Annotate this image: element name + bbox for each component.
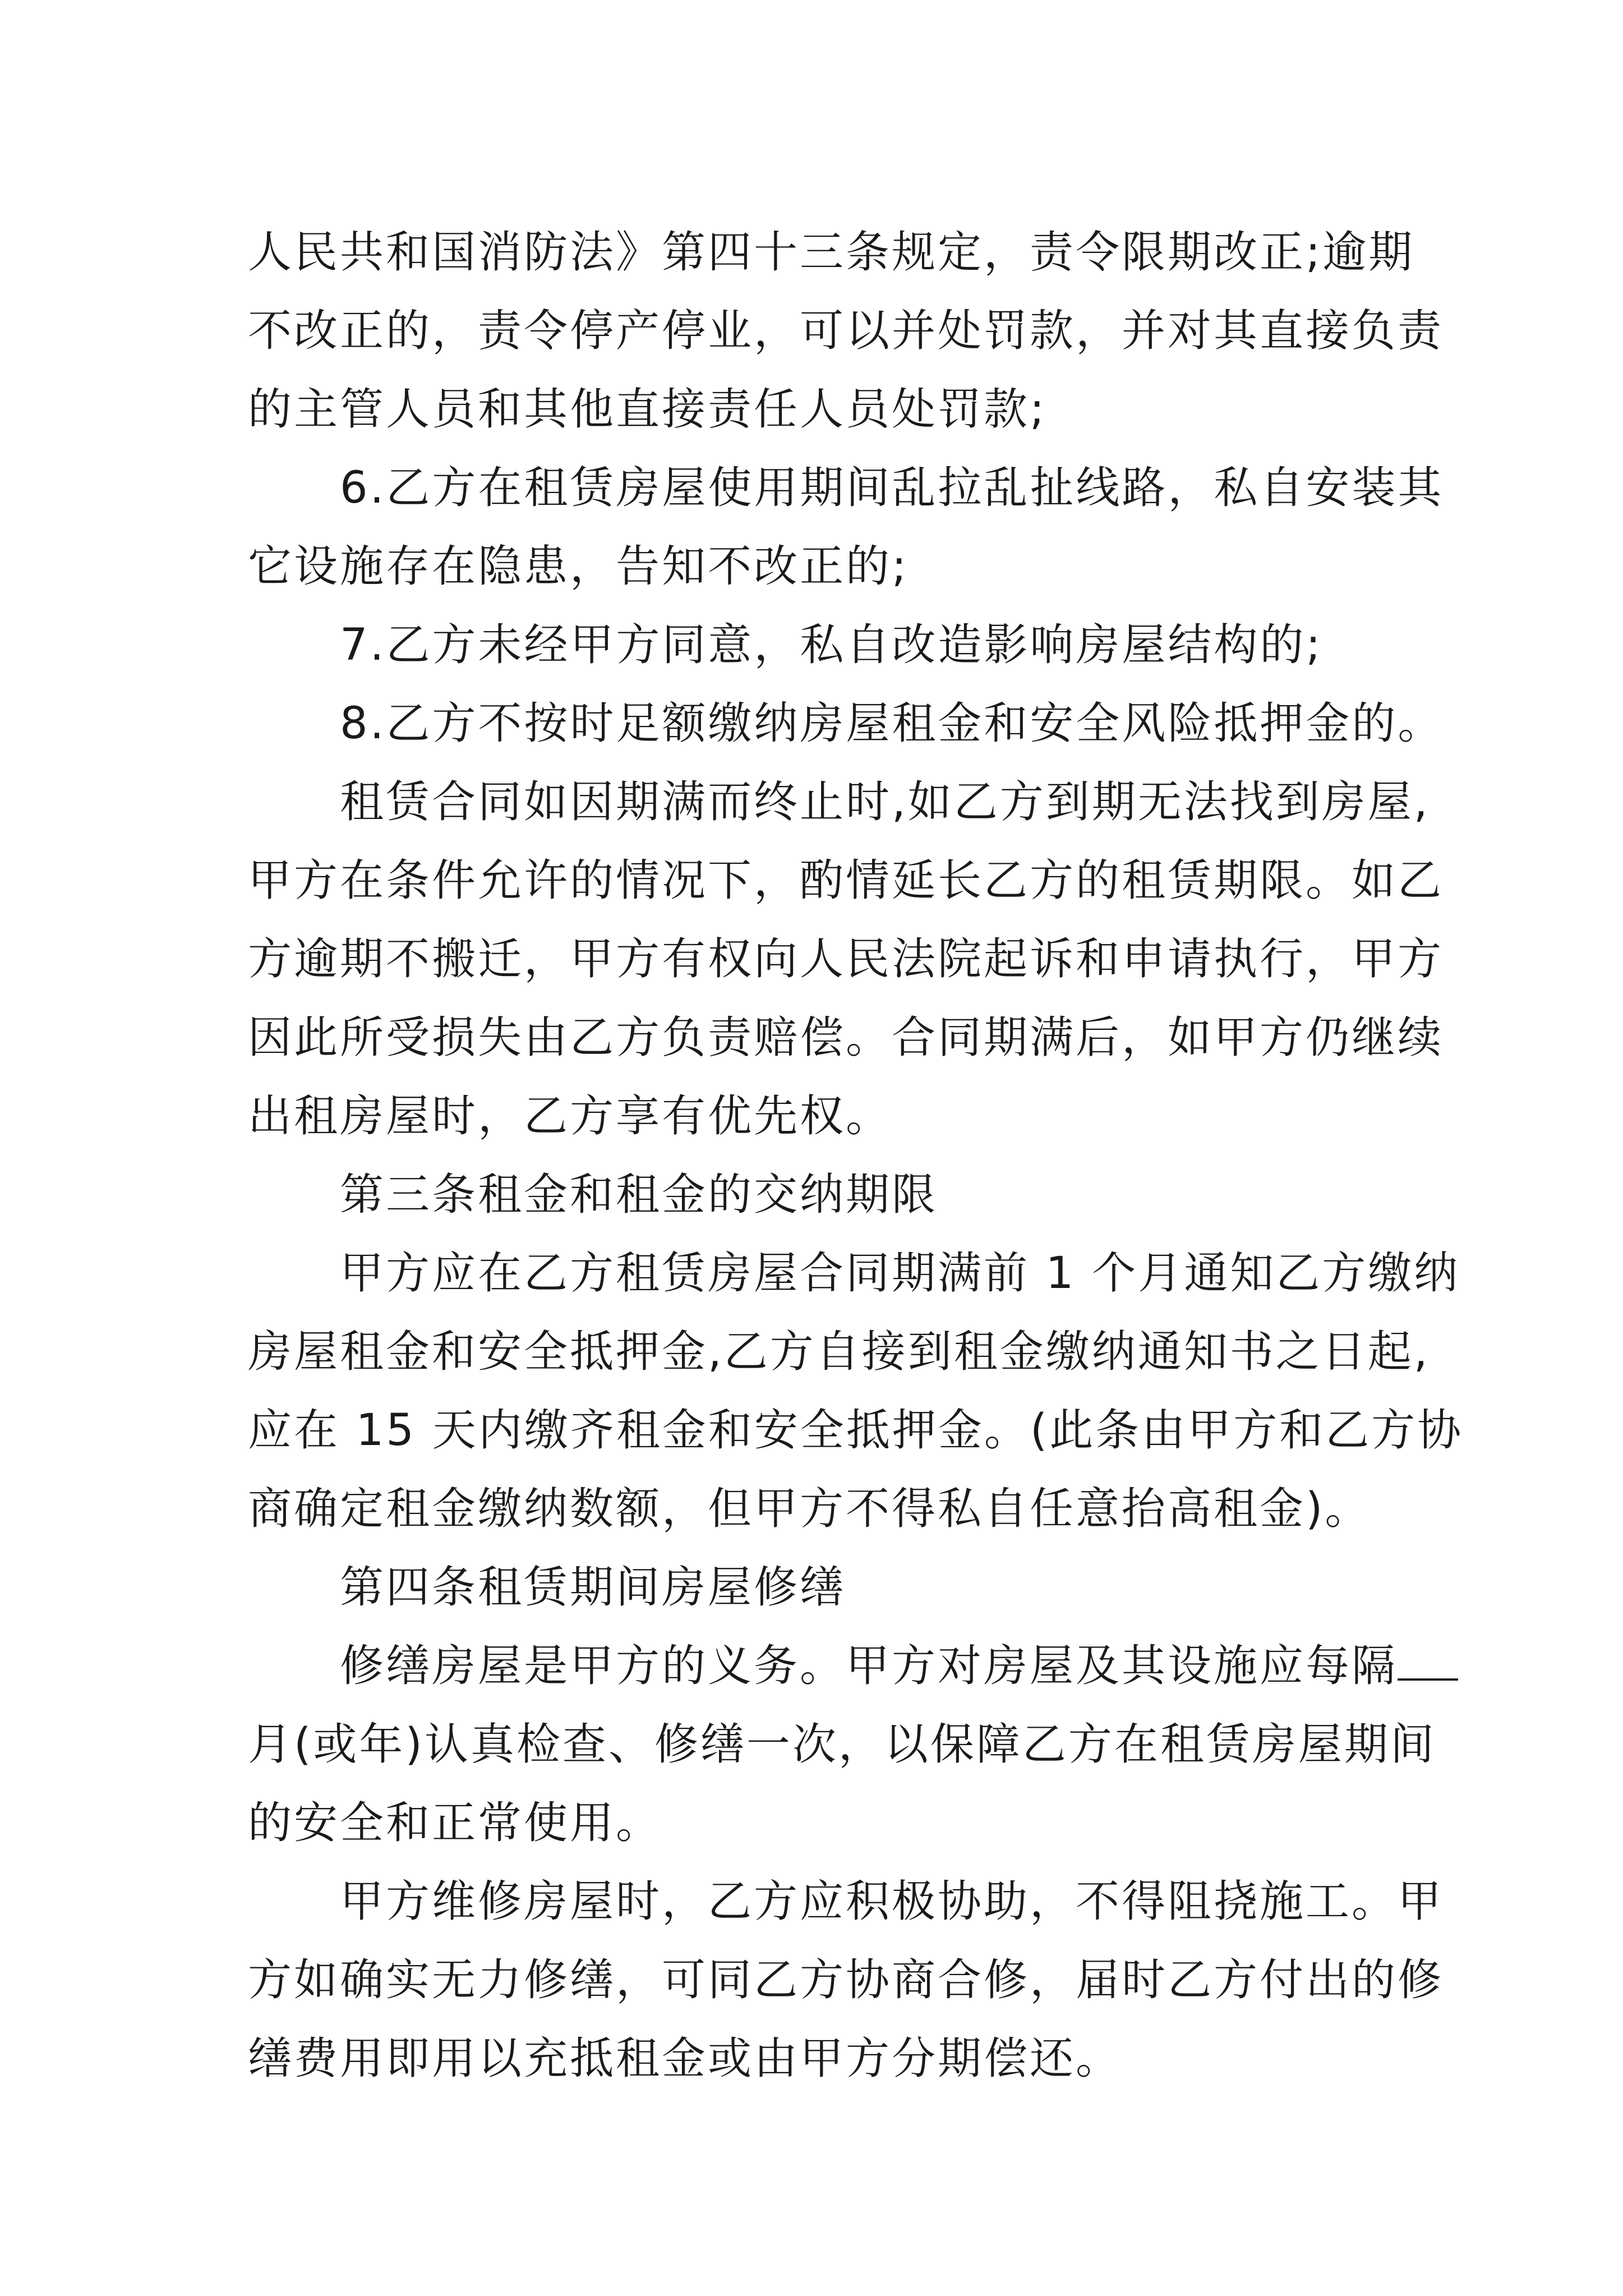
heading-article-4 [248, 1548, 1392, 1627]
text-line: 出租房屋时，乙方享有优先权。 [248, 1091, 892, 1142]
text-line-with-blank [248, 1627, 1398, 1705]
text-line: 甲方维修房屋时，乙方应积极协助，不得阻挠施工。甲 [248, 1876, 1444, 1927]
section-heading: 第四条租赁期间房屋修缮 [248, 1562, 846, 1613]
paragraph-clause-6 [248, 449, 1444, 606]
text-line: 商确定租金缴纳数额，但甲方不得私自任意抬高租金)。 [248, 1484, 1371, 1534]
text-line: 的主管人员和其他直接责任人员处罚款; [248, 384, 1047, 435]
paragraph-fire-law-penalty [248, 213, 1444, 449]
text-line: 因此所受损失由乙方负责赔偿。合同期满后，如甲方仍继续 [248, 1013, 1444, 1063]
document-body [248, 213, 1464, 2098]
text-line: 租赁合同如因期满而终止时,如乙方到期无法找到房屋, [248, 777, 1430, 827]
text-line: 月(或年)认真检查、修缮一次，以保障乙方在租赁房屋期间 [248, 1719, 1436, 1770]
text-line: 应在 15 天内缴齐租金和安全抵押金。(此条由甲方和乙方协 [248, 1405, 1464, 1456]
text-line: 7.乙方未经甲方同意，私自改造影响房屋结构的; [248, 620, 1323, 670]
paragraph-repair-duty [248, 1627, 1436, 1862]
text-line: 人民共和国消防法》第四十三条规定，责令限期改正;逾期 [248, 227, 1415, 278]
text-line: 房屋租金和安全抵押金,乙方自接到租金缴纳通知书之日起, [248, 1327, 1430, 1377]
paragraph-lease-expiry [248, 763, 1444, 1156]
text-segment: 修缮房屋是甲方的义务。甲方对房屋及其设施应每隔 [248, 1641, 1398, 1691]
text-line: 8.乙方不按时足额缴纳房屋租金和安全风险抵押金的。 [248, 698, 1444, 749]
paragraph-clause-7 [248, 606, 1392, 684]
text-line: 不改正的，责令停产停业，可以并处罚款，并对其直接负责 [248, 306, 1444, 356]
section-heading: 第三条租金和租金的交纳期限 [248, 1170, 938, 1220]
paragraph-repair-cooperation [248, 1862, 1444, 2098]
text-line: 缮费用即用以充抵租金或由甲方分期偿还。 [248, 2033, 1122, 2084]
text-line: 6.乙方在租赁房屋使用期间乱拉乱扯线路，私自安装其 [248, 463, 1444, 513]
text-line: 甲方在条件允许的情况下，酌情延长乙方的租赁期限。如乙 [248, 855, 1444, 906]
text-line: 方逾期不搬迁，甲方有权向人民法院起诉和申请执行，甲方 [248, 934, 1444, 984]
heading-article-3 [248, 1156, 1392, 1234]
text-line: 的安全和正常使用。 [248, 1798, 662, 1848]
paragraph-clause-8 [248, 684, 1444, 763]
text-line: 方如确实无力修缮，可同乙方协商合修，届时乙方付出的修 [248, 1955, 1444, 2005]
text-line: 甲方应在乙方租赁房屋合同期满前 1 个月通知乙方缴纳 [248, 1248, 1460, 1299]
fill-in-blank [1398, 1639, 1458, 1681]
paragraph-rent-payment [248, 1234, 1464, 1548]
text-line: 它设施存在隐患，告知不改正的; [248, 541, 909, 592]
